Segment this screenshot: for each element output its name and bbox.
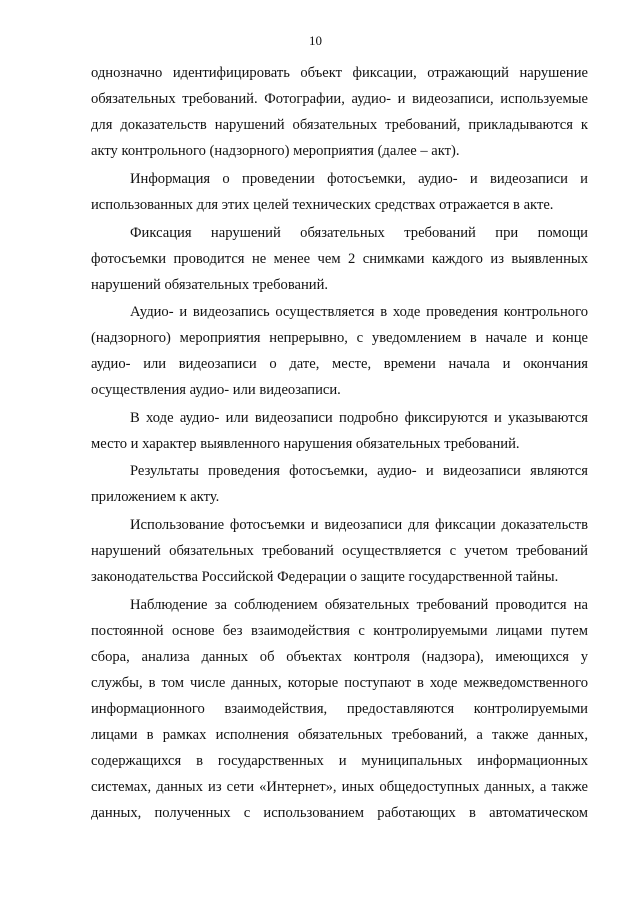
page-number: 10 bbox=[309, 33, 322, 48]
text-line: акту контрольного (надзорного) мероприятия (далее – акт). bbox=[91, 143, 460, 159]
text-line: Результаты проведения фотосъемки, аудио- и видеозаписи являются bbox=[130, 463, 588, 479]
text-line: фотосъемки проводится не менее чем 2 снимками каждого из выявленных bbox=[91, 251, 588, 267]
text-line: сбора, анализа данных об объектах контроля (надзора), имеющихся у bbox=[91, 649, 588, 665]
text-line: Аудио- и видеозапись осуществляется в ходе проведения контрольного bbox=[130, 304, 588, 320]
text-line: место и характер выявленного нарушения обязательных требований. bbox=[91, 436, 520, 452]
text-line: данных, полученных с использованием работающих в автоматическом bbox=[91, 805, 588, 821]
text-line: нарушений обязательных требований осуществляется с учетом требований bbox=[91, 543, 588, 559]
text-line: осуществления аудио- или видеозаписи. bbox=[91, 382, 341, 398]
text-line: В ходе аудио- или видеозаписи подробно фиксируются и указываются bbox=[130, 410, 588, 426]
text-line: постоянной основе без взаимодействия с контролируемыми лицами путем bbox=[91, 623, 588, 639]
text-line: Фиксация нарушений обязательных требований при помощи bbox=[130, 225, 588, 241]
text-line: службы, в том числе данных, которые поступают в ходе межведомственного bbox=[91, 675, 588, 691]
text-line: законодательства Российской Федерации о защите государственной тайны. bbox=[91, 569, 559, 585]
text-line: Использование фотосъемки и видеозаписи для фиксации доказательств bbox=[130, 517, 588, 533]
text-line: содержащихся в государственных и муниципальных информационных bbox=[91, 753, 588, 769]
text-line: информационного взаимодействия, предоставляются контролируемыми bbox=[91, 701, 588, 717]
text-line: приложением к акту. bbox=[91, 489, 220, 505]
text-line: Наблюдение за соблюдением обязательных требований проводится на bbox=[130, 597, 588, 613]
text-line: (надзорного) мероприятия непрерывно, с уведомлением в начале и конце bbox=[91, 330, 588, 346]
text-line: системах, данных из сети «Интернет», иных общедоступных данных, а также bbox=[91, 779, 588, 795]
text-line: однозначно идентифицировать объект фиксации, отражающий нарушение bbox=[91, 65, 588, 81]
text-line: нарушений обязательных требований. bbox=[91, 277, 329, 293]
text-line: обязательных требований. Фотографии, аудио- и видеозаписи, используемые bbox=[91, 91, 588, 107]
text-line: лицами в рамках исполнения обязательных требований, а также данных, bbox=[91, 727, 588, 743]
text-line: Информация о проведении фотосъемки, аудио- и видеозаписи и bbox=[130, 171, 588, 187]
text-line: для доказательств нарушений обязательных требований, прикладываются к bbox=[91, 117, 588, 133]
text-line: использованных для этих целей технических средствах отражается в акте. bbox=[91, 197, 554, 213]
text-line: аудио- или видеозаписи о дате, месте, времени начала и окончания bbox=[91, 356, 588, 372]
